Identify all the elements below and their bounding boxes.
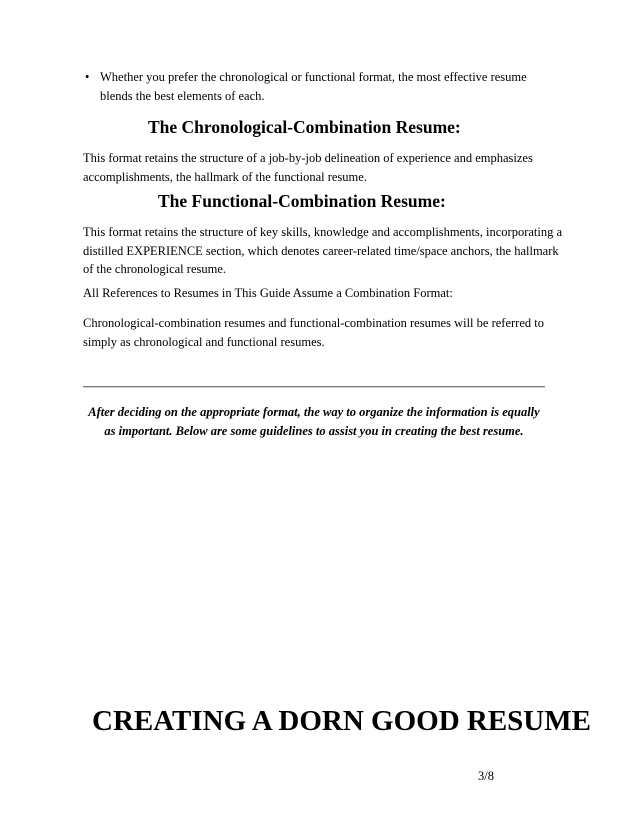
combination-explanation: Chronological-combination resumes and functional-combination resumes will be referred to simply as chronological and functional resumes. (83, 316, 544, 349)
references-note: All References to Resumes in This Guide Assume a Combination Format: (83, 286, 453, 300)
bullet-dot: • (85, 70, 90, 84)
functional-combination-heading: The Functional-Combination Resume: (158, 191, 446, 211)
chronological-combination-heading: The Chronological-Combination Resume: (148, 117, 461, 137)
functional-combination-text: This format retains the structure of key skills, knowledge and accomplishments, incorporating a distilled EXPERIENCE section, which denotes career-related time/space anchors, the hallmark of the chronological resume. (83, 225, 563, 276)
horizontal-divider (83, 386, 545, 388)
footer-title: CREATING A DORN GOOD RESUME (92, 705, 591, 737)
bullet-text: Whether you prefer the chronological or functional format, the most effective resume blends the best elements of each. (100, 70, 527, 103)
chronological-combination-text: This format retains the structure of a job-by-job delineation of experience and emphasizes accomplishments, the hallmark of the functional resume. (83, 151, 533, 184)
guidelines-note: After deciding on the appropriate format, the way to organize the information is equally as important. Below are some guidelines to assist you in creating the best resume. (88, 405, 540, 438)
bullet-item (85, 68, 540, 106)
page-number: 3/8 (478, 769, 494, 783)
